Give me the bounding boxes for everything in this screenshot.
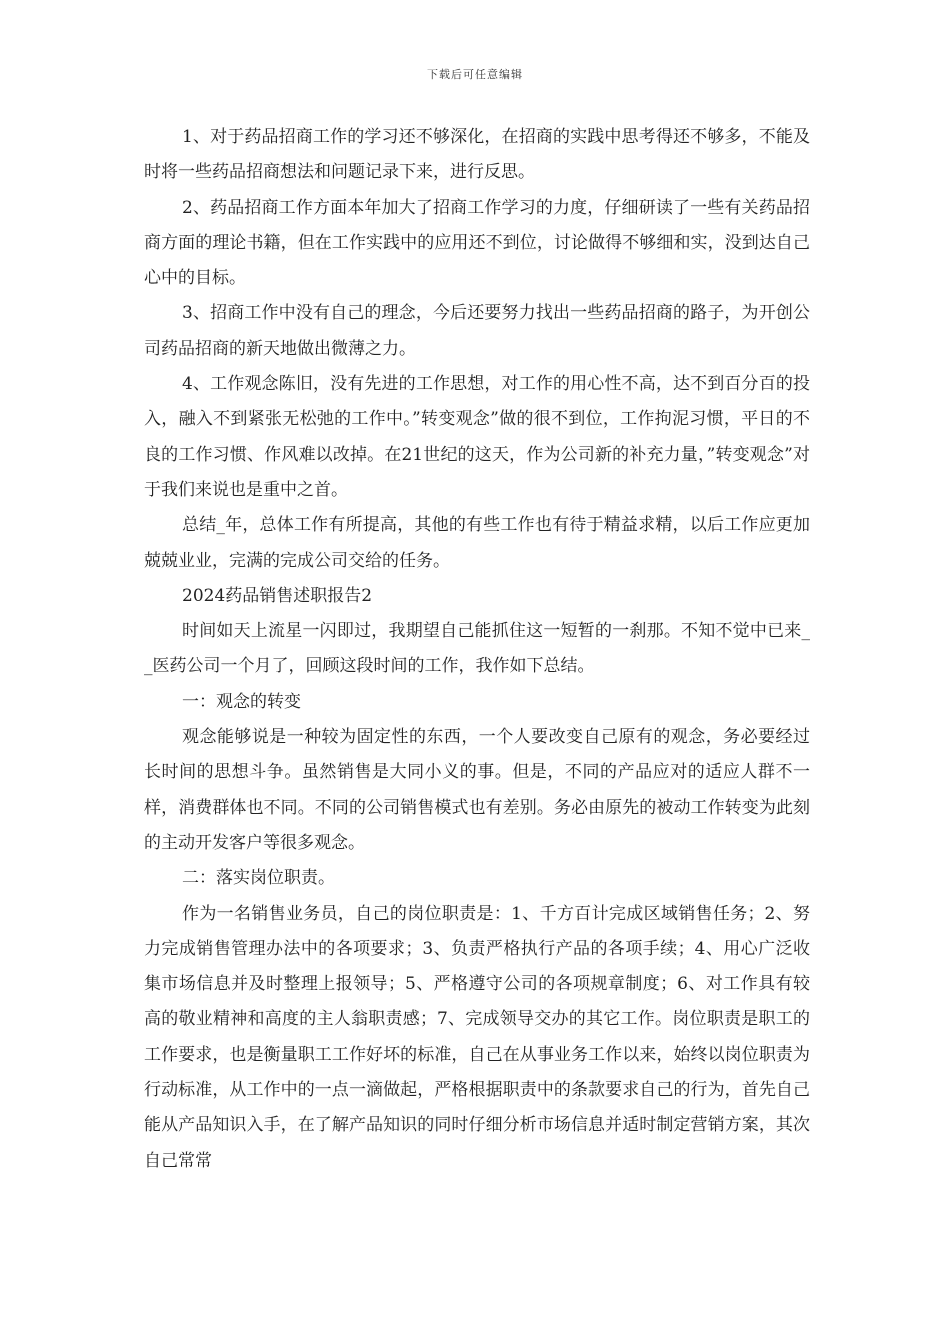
page-header: 下载后可任意编辑 <box>427 68 523 81</box>
section-heading-1: 一：观念的转变 <box>182 691 301 712</box>
paragraph-duties: 作为一名销售业务员，自己的岗位职责是：1、千方百计完成区域销售任务；2、努力完成销售管理办法中的各项要求；3、负责严格执行产品的各项手续；4、用心广泛收集市场信息并及时整理上报领导；5、严格遵守公司的各项规章制度；6、对工作具有较高的敬业精神和高度的主人翁职责感；7、完成领导交办的其它工作。岗位职责是职工的工作要求，也是衡量职工工作好坏的标准，自己在从事业务工作以来，始终以岗位职责为行动标准，从工作中的一点一滴做起，严格根据职责中的条款要求自己的行为，首先自己能从产品知识入手，在了解产品知识的同时仔细分析市场信息并适时制定营销方案，其次自己常常 <box>144 903 810 1171</box>
paragraph-summary: 总结_年，总体工作有所提高，其他的有些工作也有待于精益求精，以后工作应更加兢兢业业，完满的完成公司交给的任务。 <box>144 515 810 571</box>
paragraph-4: 4、工作观念陈旧，没有先进的工作思想，对工作的用心性不高，达不到百分百的投入，融入不到紧张无松弛的工作中。”转变观念”做的很不到位，工作拘泥习惯，平日的不良的工作习惯、作风难以改掉。在21世纪的这天，作为公司新的补充力量，”转变观念”对于我们来说也是重中之首。 <box>144 374 810 500</box>
paragraph-2: 2、药品招商工作方面本年加大了招商工作学习的力度，仔细研读了一些有关药品招商方面的理论书籍，但在工作实践中的应用还不到位，讨论做得不够细和实，没到达自己心中的目标。 <box>144 197 810 289</box>
report-title: 2024药品销售述职报告2 <box>182 585 373 606</box>
paragraph-1: 1、对于药品招商工作的学习还不够深化，在招商的实践中思考得还不够多，不能及时将一些药品招商想法和问题记录下来，进行反思。 <box>144 127 810 183</box>
paragraph-3: 3、招商工作中没有自己的理念，今后还要努力找出一些药品招商的路子，为开创公司药品招商的新天地做出微薄之力。 <box>144 303 810 359</box>
paragraph-intro: 时间如天上流星一闪即过，我期望自己能抓住这一短暂的一刹那。不知不觉中已来__医药公司一个月了，回顾这段时间的工作，我作如下总结。 <box>144 621 810 677</box>
section-heading-2: 二：落实岗位职责。 <box>182 868 335 889</box>
document-body <box>144 120 810 1179</box>
paragraph-concept: 观念能够说是一种较为固定性的东西，一个人要改变自己原有的观念，务必要经过长时间的思想斗争。虽然销售是大同小义的事。但是，不同的产品应对的适应人群不一样，消费群体也不同。不同的公司销售模式也有差别。务必由原先的被动工作转变为此刻的主动开发客户等很多观念。 <box>144 727 810 853</box>
